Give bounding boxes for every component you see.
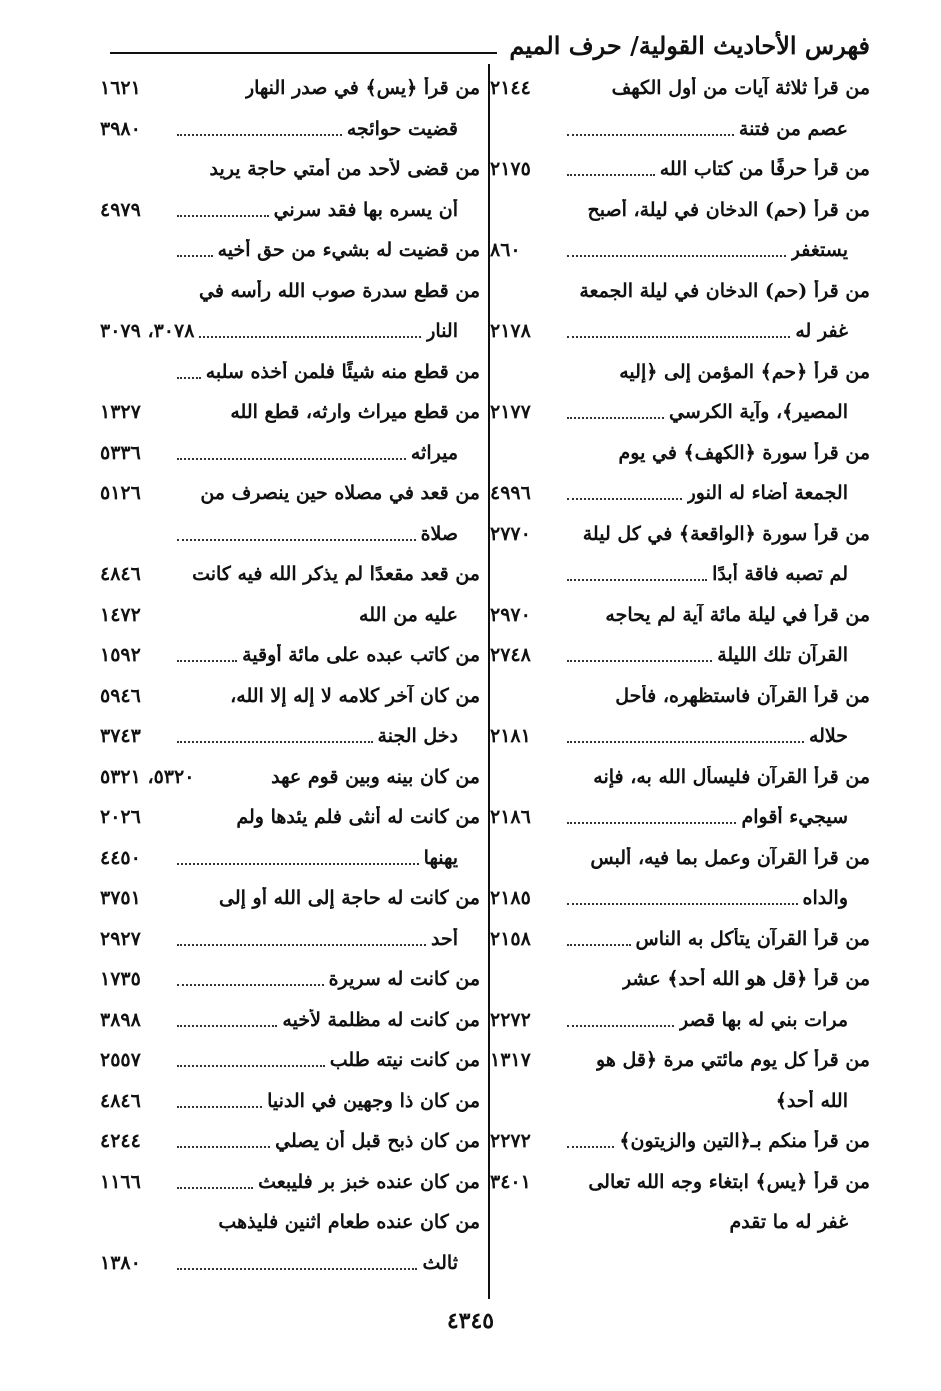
- entry-text: من كان ذبح قبل أن يصلي: [275, 1130, 480, 1153]
- entry-text: من كان آخر كلامه لا إله إلا الله،: [230, 684, 480, 707]
- entry-text: من كانت له حاجة إلى الله أو إلى: [219, 887, 480, 910]
- index-entry-line: [490, 554, 870, 595]
- entry-number: ٤٨٤٦: [100, 1089, 141, 1112]
- entry-number: ٢١٨٥: [490, 887, 531, 910]
- entry-text: من قرأ حرفًا من كتاب الله: [659, 158, 870, 181]
- index-entry-line: [100, 1000, 480, 1041]
- leader-dots: [567, 1025, 674, 1027]
- entry-text: من كان عنده خبز بر فليبعث: [258, 1170, 480, 1193]
- entry-text: من كانت له سريرة: [328, 968, 480, 991]
- index-entry-line: [490, 311, 870, 352]
- entry-number: ٣٧٤٣: [100, 725, 141, 748]
- index-entry-line: [490, 716, 870, 757]
- entry-number: ٢١٤٤: [490, 77, 531, 100]
- entry-number: ١٧٣٥: [100, 968, 141, 991]
- index-entry-line: [490, 433, 870, 474]
- entry-text: النار: [426, 320, 458, 343]
- index-entry-line: [490, 473, 870, 514]
- index-entry-line: [490, 1121, 870, 1162]
- leader-dots: [567, 944, 631, 946]
- entry-number: ١٦٢١: [100, 77, 141, 100]
- index-entry-line: [490, 190, 870, 231]
- index-entry-line: [490, 514, 870, 555]
- leader-dots: [177, 944, 426, 946]
- entry-text: أن يسره بها فقد سرني: [273, 198, 458, 221]
- index-entry-line: [490, 635, 870, 676]
- entry-number: ٤٢٤٤: [100, 1130, 141, 1153]
- index-entry-line: [100, 797, 480, 838]
- index-entry-line: [100, 919, 480, 960]
- index-entry-line: [100, 1040, 480, 1081]
- entry-number: ١٣٢٧: [100, 401, 141, 424]
- entry-text: عصم من فتنة: [738, 117, 848, 140]
- entry-text: من كانت نيته طلب: [329, 1049, 480, 1072]
- entry-text: المصير﴾، وآية الكرسي: [669, 401, 848, 424]
- index-entry-line: [490, 109, 870, 150]
- leader-dots: [177, 1065, 325, 1067]
- entry-text: من قرأ القرآن فاستظهره، فأحل: [615, 684, 870, 707]
- entry-text: غفر له: [795, 320, 848, 343]
- index-entry-line: [490, 1081, 870, 1122]
- entry-text: مرات بني له بها قصر: [679, 1008, 848, 1031]
- entry-number: ٢١٧٨: [490, 320, 531, 343]
- entry-text: دخل الجنة: [377, 725, 458, 748]
- leader-dots: [177, 1025, 277, 1027]
- entry-text: من قطع منه شيئًا فلمن أخذه سلبه: [205, 360, 480, 383]
- index-entry-line: [100, 392, 480, 433]
- entry-text: من قرأ في ليلة مائة آية لم يحاجه: [605, 603, 870, 626]
- leader-dots: [177, 863, 419, 865]
- entry-text: يستغفر: [790, 239, 848, 262]
- entry-number: ٢٢٧٢: [490, 1008, 531, 1031]
- index-entry-line: [100, 1162, 480, 1203]
- entry-number: ٣٩٨٠: [100, 117, 141, 140]
- leader-dots: [177, 1268, 417, 1270]
- entry-text: من قرأ القرآن يتأكل به الناس: [635, 927, 870, 950]
- entry-text: من قرأ القرآن فليسأل الله به، فإنه: [593, 765, 870, 788]
- index-entry-line: [100, 271, 480, 312]
- entry-number: ٢٧٤٨: [490, 644, 531, 667]
- index-entry-line: [490, 1202, 870, 1243]
- entry-text: من قرأ ﴿حم﴾ المؤمن إلى ﴿إليه: [619, 360, 870, 383]
- index-entry-line: [100, 514, 480, 555]
- entry-number: ٥٣٣٦: [100, 441, 141, 464]
- entry-number: ١٤٧٢: [100, 603, 141, 626]
- entry-text: حلاله: [808, 725, 848, 748]
- entry-number: ٥٣٢٠، ٥٣٢١: [100, 765, 195, 788]
- index-entry-line: [490, 230, 870, 271]
- leader-dots: [177, 458, 406, 460]
- index-entry-line: [490, 959, 870, 1000]
- index-entry-line: [100, 1243, 480, 1284]
- entry-number: ٢١٧٥: [490, 158, 531, 181]
- index-entry-line: [490, 919, 870, 960]
- entry-text: من قطع ميراث وارثه، قطع الله: [230, 401, 480, 424]
- entry-text: من قرأ ﴿قل هو الله أحد﴾ عشر: [621, 968, 870, 991]
- entry-text: من كانت له مظلمة لأخيه: [282, 1008, 480, 1031]
- page-title: فهرس الأحاديث القولية/ حرف الميم: [509, 31, 870, 60]
- entry-text: من كان بينه وبين قوم عهد: [271, 765, 480, 788]
- index-entry-line: [490, 1162, 870, 1203]
- header-rule: [110, 52, 497, 54]
- index-entry-line: [100, 716, 480, 757]
- leader-dots: [177, 377, 201, 379]
- leader-dots: [567, 660, 712, 662]
- index-entry-line: [490, 676, 870, 717]
- entry-number: ١١٦٦: [100, 1170, 141, 1193]
- leader-dots: [177, 1187, 253, 1189]
- entry-text: من قرأ سورة ﴿الكهف﴾ في يوم: [618, 441, 870, 464]
- entry-text: من قضى لأحد من أمتي حاجة يريد: [209, 158, 480, 181]
- leader-dots: [177, 984, 324, 986]
- entry-text: من قرأ (حم) الدخان في ليلة، أصبح: [587, 198, 870, 221]
- entry-text: قضيت حوائجه: [346, 117, 458, 140]
- leader-dots: [567, 579, 707, 581]
- leader-dots: [177, 134, 342, 136]
- index-entry-line: [100, 676, 480, 717]
- entry-number: ٥٩٤٦: [100, 684, 141, 707]
- leader-dots: [177, 1146, 270, 1148]
- entry-text: من كانت له أنثى فلم يئدها ولم: [236, 806, 480, 829]
- leader-dots: [177, 255, 213, 257]
- leader-dots: [199, 336, 421, 338]
- leader-dots: [177, 660, 237, 662]
- entry-text: من قرأ القرآن وعمل بما فيه، ألبس: [590, 846, 870, 869]
- leader-dots: [567, 174, 655, 176]
- entry-number: ٢٥٥٧: [100, 1049, 141, 1072]
- entry-text: عليه من الله: [359, 603, 458, 626]
- entry-text: والداه: [802, 887, 848, 910]
- entry-number: ١٣٨٠: [100, 1251, 141, 1274]
- entry-number: ٢١٧٧: [490, 401, 531, 424]
- entry-text: من قرأ منكم بـ﴿التين والزيتون﴾: [619, 1130, 870, 1153]
- index-entry-line: [490, 838, 870, 879]
- index-entry-line: [490, 149, 870, 190]
- entry-text: ثالث: [422, 1251, 458, 1274]
- entry-text: من قرأ كل يوم مائتي مرة ﴿قل هو: [596, 1049, 870, 1072]
- index-entry-line: [490, 352, 870, 393]
- index-entry-line: [490, 757, 870, 798]
- index-entry-line: [100, 757, 480, 798]
- entry-text: من قطع سدرة صوب الله رأسه في: [199, 279, 480, 302]
- index-entry-line: [490, 595, 870, 636]
- entry-text: الجمعة أضاء له النور: [686, 482, 848, 505]
- index-entry-line: [100, 190, 480, 231]
- index-entry-line: [100, 595, 480, 636]
- index-entry-line: [100, 149, 480, 190]
- entry-text: من قرأ ثلاثة آيات من أول الكهف: [611, 77, 870, 100]
- index-entry-line: [100, 959, 480, 1000]
- leader-dots: [567, 498, 682, 500]
- leader-dots: [177, 1106, 262, 1108]
- entry-number: ٤٤٥٠: [100, 846, 141, 869]
- index-entry-line: [100, 554, 480, 595]
- entry-text: من قعد مقعدًا لم يذكر الله فيه كانت: [192, 563, 480, 586]
- entry-number: ٤٩٧٩: [100, 198, 141, 221]
- index-entry-line: [490, 1000, 870, 1041]
- index-entry-line: [490, 271, 870, 312]
- entry-number: ٣٧٥١: [100, 887, 141, 910]
- index-entry-line: [100, 109, 480, 150]
- index-entry-line: [490, 878, 870, 919]
- index-entry-line: [100, 352, 480, 393]
- index-entry-line: [490, 797, 870, 838]
- index-entry-line: [100, 635, 480, 676]
- index-entry-line: [490, 392, 870, 433]
- entry-text: من قضيت له بشيء من حق أخيه: [217, 239, 480, 262]
- leader-dots: [177, 741, 373, 743]
- entry-number: ٣٤٠١: [490, 1170, 531, 1193]
- index-entry-line: [100, 1081, 480, 1122]
- entry-number: ٢١٨١: [490, 725, 531, 748]
- index-entry-line: [490, 1040, 870, 1081]
- index-entry-line: [100, 68, 480, 109]
- entry-text: من قرأ سورة ﴿الواقعة﴾ في كل ليلة: [582, 522, 870, 545]
- leader-dots: [177, 215, 269, 217]
- index-entry-line: [100, 1202, 480, 1243]
- index-entry-line: [100, 838, 480, 879]
- leader-dots: [567, 255, 786, 257]
- entry-number: ٤٩٩٦: [490, 482, 531, 505]
- entry-text: الله أحد﴾: [775, 1089, 848, 1112]
- entry-text: من كان ذا وجهين في الدنيا: [267, 1089, 480, 1112]
- index-entry-line: [100, 473, 480, 514]
- entry-text: يهنها: [423, 846, 458, 869]
- entry-text: سيجيء أقوام: [741, 806, 848, 829]
- entry-text: من قعد في مصلاه حين ينصرف من: [200, 482, 480, 505]
- entry-number: ٤٨٤٦: [100, 563, 141, 586]
- page-header: [110, 20, 870, 60]
- leader-dots: [177, 539, 416, 541]
- index-entry-line: [100, 311, 480, 352]
- index-entry-line: [100, 230, 480, 271]
- leader-dots: [567, 336, 790, 338]
- entry-text: غفر له ما تقدم: [729, 1211, 848, 1234]
- right-column: [490, 68, 870, 1243]
- left-column: [100, 68, 480, 1283]
- entry-text: من قرأ ﴿يس﴾ ابتغاء وجه الله تعالى: [588, 1170, 870, 1193]
- leader-dots: [567, 1146, 614, 1148]
- entry-number: ٢٩٢٧: [100, 927, 141, 950]
- entry-number: ٢٠٢٦: [100, 806, 141, 829]
- entry-number: ٣٠٧٨، ٣٠٧٩: [100, 320, 195, 343]
- entry-text: ميراثه: [410, 441, 458, 464]
- leader-dots: [567, 134, 734, 136]
- entry-number: ٢٢٧٢: [490, 1130, 531, 1153]
- entry-text: من قرأ ﴿يس﴾ في صدر النهار: [244, 77, 480, 100]
- entry-text: من كان عنده طعام اثنين فليذهب: [218, 1211, 480, 1234]
- entry-number: ٢١٥٨: [490, 927, 531, 950]
- entry-text: القرآن تلك الليلة: [717, 644, 848, 667]
- entry-number: ٨٦٠: [490, 239, 521, 262]
- entry-text: من كاتب عبده على مائة أوقية: [242, 644, 480, 667]
- leader-dots: [567, 741, 804, 743]
- entry-text: من قرأ (حم) الدخان في ليلة الجمعة: [579, 279, 870, 302]
- leader-dots: [567, 417, 664, 419]
- entry-number: ٣٨٩٨: [100, 1008, 141, 1031]
- entry-number: ٥١٢٦: [100, 482, 141, 505]
- entry-number: ١٥٩٢: [100, 644, 141, 667]
- leader-dots: [567, 822, 736, 824]
- index-entry-line: [100, 433, 480, 474]
- index-entry-line: [100, 1121, 480, 1162]
- index-entry-line: [490, 68, 870, 109]
- entry-number: ٢٩٧٠: [490, 603, 531, 626]
- entry-text: صلاة: [420, 522, 458, 545]
- entry-number: ٢٧٧٠: [490, 522, 531, 545]
- page-number: ٤٣٤٥: [446, 1308, 495, 1334]
- entry-number: ٢١٨٦: [490, 806, 531, 829]
- leader-dots: [567, 903, 798, 905]
- index-entry-line: [100, 878, 480, 919]
- entry-text: لم تصبه فاقة أبدًا: [712, 563, 848, 586]
- entry-number: ١٣١٧: [490, 1049, 531, 1072]
- entry-text: أحد: [431, 927, 458, 950]
